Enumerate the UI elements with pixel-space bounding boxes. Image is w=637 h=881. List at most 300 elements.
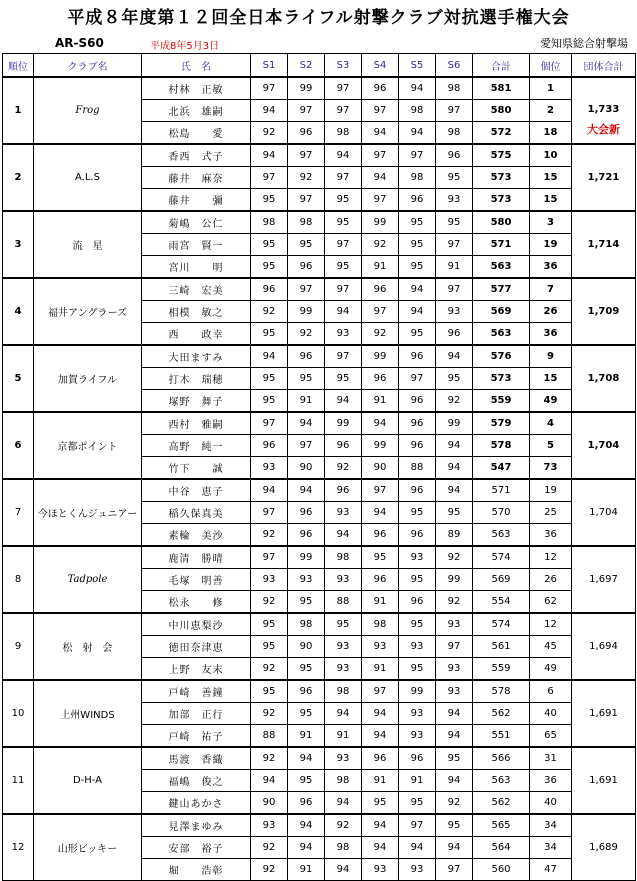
- individual-place: 15: [530, 167, 572, 189]
- team-total: 1,691: [589, 775, 618, 786]
- series-3-score: 99: [325, 412, 362, 435]
- series-5-score: 95: [399, 569, 436, 591]
- series-1-score: 97: [251, 167, 288, 189]
- individual-place: 49: [530, 658, 572, 681]
- table-row: [3, 77, 636, 100]
- header-s2: S2: [288, 54, 325, 78]
- individual-place: 73: [530, 457, 572, 480]
- team-total-cell: [572, 278, 636, 345]
- series-5-score: 99: [399, 680, 436, 703]
- series-4-score: 91: [362, 770, 399, 792]
- team-total-cell: [572, 412, 636, 479]
- team-total-cell: [572, 77, 636, 144]
- individual-place: 2: [530, 100, 572, 122]
- series-3-score: 94: [325, 524, 362, 547]
- series-4-score: 91: [362, 591, 399, 614]
- series-5-score: 95: [399, 211, 436, 234]
- shooter-name: 中川恵梨沙: [142, 613, 251, 636]
- team-total: 1,704: [589, 507, 618, 518]
- individual-total: 569: [473, 569, 530, 591]
- shooter-name: 香西 式子: [142, 144, 251, 167]
- team-rank: 2: [3, 144, 34, 211]
- series-3-score: 94: [325, 390, 362, 413]
- series-5-score: 98: [399, 100, 436, 122]
- series-4-score: 94: [362, 725, 399, 748]
- shooter-name: 素輪 美沙: [142, 524, 251, 547]
- shooter-name: 相模 敏之: [142, 301, 251, 323]
- team-rank: 12: [3, 814, 34, 881]
- shooter-name: 北浜 雄嗣: [142, 100, 251, 122]
- series-4-score: 92: [362, 234, 399, 256]
- series-4-score: 90: [362, 457, 399, 480]
- individual-place: 26: [530, 301, 572, 323]
- individual-total: 576: [473, 345, 530, 368]
- individual-total: 563: [473, 770, 530, 792]
- series-4-score: 97: [362, 301, 399, 323]
- individual-place: 49: [530, 390, 572, 413]
- series-5-score: 96: [399, 390, 436, 413]
- series-3-score: 88: [325, 591, 362, 614]
- series-2-score: 99: [288, 301, 325, 323]
- series-6-score: 94: [436, 703, 473, 725]
- series-5-score: 95: [399, 658, 436, 681]
- series-2-score: 90: [288, 457, 325, 480]
- series-6-score: 98: [436, 77, 473, 100]
- series-5-score: 95: [399, 613, 436, 636]
- individual-place: 15: [530, 368, 572, 390]
- team-rank: 7: [3, 479, 34, 546]
- series-6-score: 97: [436, 636, 473, 658]
- series-1-score: 94: [251, 144, 288, 167]
- team-total-cell: [572, 546, 636, 613]
- series-2-score: 91: [288, 390, 325, 413]
- club-name: 今ほとくんジュニアー: [34, 479, 142, 546]
- series-4-score: 98: [362, 613, 399, 636]
- team-total-cell: [572, 345, 636, 412]
- series-2-score: 94: [288, 747, 325, 770]
- series-2-score: 94: [288, 412, 325, 435]
- header-place: 個位: [530, 54, 572, 78]
- team-total: 1,708: [587, 373, 620, 384]
- header-row: [3, 54, 636, 78]
- series-6-score: 93: [436, 613, 473, 636]
- series-1-score: 94: [251, 345, 288, 368]
- series-1-score: 95: [251, 189, 288, 212]
- individual-total: 571: [473, 479, 530, 502]
- series-2-score: 96: [288, 524, 325, 547]
- shooter-name: 戸崎 祐子: [142, 725, 251, 748]
- individual-place: 19: [530, 479, 572, 502]
- series-4-score: 91: [362, 658, 399, 681]
- series-5-score: 96: [399, 524, 436, 547]
- individual-place: 7: [530, 278, 572, 301]
- team-rank: 10: [3, 680, 34, 747]
- series-1-score: 95: [251, 234, 288, 256]
- individual-place: 36: [530, 256, 572, 279]
- table-row: [3, 412, 636, 435]
- table-row: [3, 479, 636, 502]
- table-row: [3, 144, 636, 167]
- individual-total: 571: [473, 234, 530, 256]
- individual-place: 40: [530, 703, 572, 725]
- shooter-name: 毛塚 明善: [142, 569, 251, 591]
- series-5-score: 93: [399, 546, 436, 569]
- series-5-score: 94: [399, 278, 436, 301]
- shooter-name: 西村 雅嗣: [142, 412, 251, 435]
- series-1-score: 97: [251, 546, 288, 569]
- individual-total: 578: [473, 680, 530, 703]
- shooter-name: 塚野 舞子: [142, 390, 251, 413]
- shooter-name: 福嶋 俊之: [142, 770, 251, 792]
- series-3-score: 93: [325, 569, 362, 591]
- series-6-score: 94: [436, 435, 473, 457]
- table-row: [3, 814, 636, 837]
- individual-place: 40: [530, 792, 572, 815]
- series-6-score: 94: [436, 345, 473, 368]
- series-1-score: 94: [251, 100, 288, 122]
- individual-total: 574: [473, 613, 530, 636]
- individual-place: 1: [530, 77, 572, 100]
- individual-total: 580: [473, 100, 530, 122]
- shooter-name: 馬渡 香織: [142, 747, 251, 770]
- series-6-score: 94: [436, 837, 473, 859]
- individual-place: 18: [530, 122, 572, 145]
- series-4-score: 95: [362, 546, 399, 569]
- series-5-score: 95: [399, 792, 436, 815]
- header-rank: 順位: [3, 54, 34, 78]
- series-5-score: 96: [399, 747, 436, 770]
- series-6-score: 97: [436, 278, 473, 301]
- team-total: 1,694: [589, 641, 618, 652]
- shooter-name: 打木 瑞穂: [142, 368, 251, 390]
- series-2-score: 97: [288, 189, 325, 212]
- series-4-score: 97: [362, 100, 399, 122]
- series-2-score: 94: [288, 837, 325, 859]
- series-6-score: 94: [436, 725, 473, 748]
- series-3-score: 98: [325, 770, 362, 792]
- individual-place: 15: [530, 189, 572, 212]
- series-1-score: 92: [251, 658, 288, 681]
- series-3-score: 96: [325, 479, 362, 502]
- series-6-score: 95: [436, 368, 473, 390]
- series-6-score: 95: [436, 814, 473, 837]
- club-name: 流 星: [34, 211, 142, 278]
- results-body: [3, 77, 636, 881]
- individual-place: 19: [530, 234, 572, 256]
- series-4-score: 96: [362, 77, 399, 100]
- series-2-score: 99: [288, 546, 325, 569]
- series-3-score: 95: [325, 189, 362, 212]
- series-4-score: 96: [362, 747, 399, 770]
- series-6-score: 92: [436, 591, 473, 614]
- series-3-score: 93: [325, 502, 362, 524]
- shooter-name: 松永 修: [142, 591, 251, 614]
- series-6-score: 95: [436, 211, 473, 234]
- series-4-score: 96: [362, 524, 399, 547]
- team-total-cell: [572, 680, 636, 747]
- series-3-score: 97: [325, 345, 362, 368]
- series-1-score: 95: [251, 613, 288, 636]
- series-1-score: 95: [251, 256, 288, 279]
- individual-total: 559: [473, 390, 530, 413]
- series-1-score: 92: [251, 524, 288, 547]
- series-4-score: 92: [362, 323, 399, 346]
- series-4-score: 94: [362, 167, 399, 189]
- header-s3: S3: [325, 54, 362, 78]
- event-code: AR-S60: [55, 36, 104, 50]
- series-5-score: 94: [399, 301, 436, 323]
- team-total: 1,714: [587, 239, 620, 250]
- team-total-cell: [572, 144, 636, 211]
- series-5-score: 95: [399, 323, 436, 346]
- series-3-score: 91: [325, 725, 362, 748]
- series-4-score: 99: [362, 211, 399, 234]
- individual-place: 36: [530, 524, 572, 547]
- series-1-score: 93: [251, 569, 288, 591]
- individual-total: 551: [473, 725, 530, 748]
- series-2-score: 96: [288, 792, 325, 815]
- series-6-score: 89: [436, 524, 473, 547]
- series-5-score: 96: [399, 591, 436, 614]
- individual-place: 12: [530, 613, 572, 636]
- header-s1: S1: [251, 54, 288, 78]
- individual-place: 65: [530, 725, 572, 748]
- series-6-score: 92: [436, 546, 473, 569]
- individual-place: 26: [530, 569, 572, 591]
- series-6-score: 92: [436, 390, 473, 413]
- shooter-name: 稲久保真美: [142, 502, 251, 524]
- series-4-score: 94: [362, 837, 399, 859]
- shooter-name: 鹿清 勝晴: [142, 546, 251, 569]
- series-4-score: 94: [362, 502, 399, 524]
- series-1-score: 90: [251, 792, 288, 815]
- header-name: 氏 名: [142, 54, 251, 78]
- series-4-score: 97: [362, 479, 399, 502]
- team-total: 1,697: [589, 574, 618, 585]
- individual-place: 4: [530, 412, 572, 435]
- shooter-name: 村林 正敏: [142, 77, 251, 100]
- individual-place: 6: [530, 680, 572, 703]
- page-title: 平成８年度第１２回全日本ライフル射撃クラブ対抗選手権大会: [67, 8, 570, 28]
- shooter-name: 戸崎 善鐘: [142, 680, 251, 703]
- series-2-score: 93: [288, 569, 325, 591]
- series-1-score: 98: [251, 211, 288, 234]
- individual-total: 562: [473, 703, 530, 725]
- club-name: A.L.S: [34, 144, 142, 211]
- series-3-score: 93: [325, 747, 362, 770]
- series-1-score: 97: [251, 77, 288, 100]
- individual-total: 581: [473, 77, 530, 100]
- series-2-score: 96: [288, 122, 325, 145]
- series-6-score: 94: [436, 770, 473, 792]
- header-total: 合計: [473, 54, 530, 78]
- series-1-score: 92: [251, 591, 288, 614]
- series-1-score: 92: [251, 703, 288, 725]
- series-2-score: 92: [288, 323, 325, 346]
- series-5-score: 97: [399, 814, 436, 837]
- series-1-score: 93: [251, 457, 288, 480]
- individual-total: 573: [473, 189, 530, 212]
- series-3-score: 97: [325, 234, 362, 256]
- series-5-score: 96: [399, 189, 436, 212]
- individual-place: 31: [530, 747, 572, 770]
- shooter-name: 三崎 宏美: [142, 278, 251, 301]
- team-total-cell: [572, 211, 636, 278]
- club-name: D-H-A: [34, 747, 142, 814]
- team-total-cell: [572, 613, 636, 680]
- individual-place: 34: [530, 814, 572, 837]
- series-3-score: 93: [325, 658, 362, 681]
- series-1-score: 88: [251, 725, 288, 748]
- series-2-score: 91: [288, 859, 325, 881]
- series-3-score: 95: [325, 368, 362, 390]
- series-6-score: 93: [436, 658, 473, 681]
- series-5-score: 94: [399, 837, 436, 859]
- series-3-score: 94: [325, 144, 362, 167]
- individual-place: 3: [530, 211, 572, 234]
- series-4-score: 91: [362, 390, 399, 413]
- individual-total: 563: [473, 524, 530, 547]
- series-1-score: 97: [251, 502, 288, 524]
- series-5-score: 91: [399, 770, 436, 792]
- series-3-score: 94: [325, 703, 362, 725]
- team-total: 1,709: [587, 306, 620, 317]
- series-4-score: 97: [362, 189, 399, 212]
- series-5-score: 96: [399, 479, 436, 502]
- series-2-score: 95: [288, 703, 325, 725]
- series-1-score: 92: [251, 301, 288, 323]
- results-table: [2, 53, 636, 881]
- individual-total: 566: [473, 747, 530, 770]
- series-3-score: 94: [325, 792, 362, 815]
- individual-place: 47: [530, 859, 572, 881]
- series-6-score: 95: [436, 747, 473, 770]
- series-5-score: 98: [399, 167, 436, 189]
- team-total-cell: [572, 479, 636, 546]
- individual-total: 573: [473, 167, 530, 189]
- series-2-score: 96: [288, 345, 325, 368]
- shooter-name: 松島 愛: [142, 122, 251, 145]
- series-4-score: 99: [362, 435, 399, 457]
- club-name: 京都ポイント: [34, 412, 142, 479]
- table-row: [3, 747, 636, 770]
- team-rank: 6: [3, 412, 34, 479]
- series-4-score: 97: [362, 144, 399, 167]
- header-s5: S5: [399, 54, 436, 78]
- series-3-score: 92: [325, 457, 362, 480]
- individual-total: 573: [473, 368, 530, 390]
- club-name: 加賀ライフル: [34, 345, 142, 412]
- individual-total: 564: [473, 837, 530, 859]
- shooter-name: 藤井 麻奈: [142, 167, 251, 189]
- series-3-score: 98: [325, 680, 362, 703]
- shooter-name: 高野 純一: [142, 435, 251, 457]
- series-2-score: 95: [288, 591, 325, 614]
- shooter-name: 雨宮 賢一: [142, 234, 251, 256]
- individual-place: 45: [530, 636, 572, 658]
- series-3-score: 94: [325, 301, 362, 323]
- individual-place: 5: [530, 435, 572, 457]
- individual-total: 563: [473, 323, 530, 346]
- series-2-score: 91: [288, 725, 325, 748]
- series-3-score: 98: [325, 122, 362, 145]
- series-2-score: 96: [288, 502, 325, 524]
- series-3-score: 95: [325, 256, 362, 279]
- team-rank: 3: [3, 211, 34, 278]
- series-4-score: 99: [362, 345, 399, 368]
- series-3-score: 95: [325, 613, 362, 636]
- series-6-score: 94: [436, 457, 473, 480]
- header-s6: S6: [436, 54, 473, 78]
- series-1-score: 92: [251, 859, 288, 881]
- series-5-score: 94: [399, 122, 436, 145]
- team-total-cell: [572, 814, 636, 881]
- shooter-name: 中谷 恵子: [142, 479, 251, 502]
- club-name: 福井アングラーズ: [34, 278, 142, 345]
- series-2-score: 90: [288, 636, 325, 658]
- individual-total: 565: [473, 814, 530, 837]
- team-rank: 4: [3, 278, 34, 345]
- series-3-score: 97: [325, 167, 362, 189]
- series-2-score: 99: [288, 77, 325, 100]
- series-3-score: 92: [325, 814, 362, 837]
- team-total: 1,689: [589, 842, 618, 853]
- series-6-score: 99: [436, 569, 473, 591]
- series-6-score: 97: [436, 100, 473, 122]
- individual-total: 570: [473, 502, 530, 524]
- series-1-score: 94: [251, 479, 288, 502]
- series-1-score: 93: [251, 814, 288, 837]
- individual-total: 560: [473, 859, 530, 881]
- club-name: 山形ビッキー: [34, 814, 142, 881]
- club-name: Tadpole: [34, 546, 142, 613]
- series-6-score: 96: [436, 144, 473, 167]
- series-2-score: 92: [288, 167, 325, 189]
- individual-place: 36: [530, 770, 572, 792]
- series-4-score: 94: [362, 412, 399, 435]
- series-1-score: 92: [251, 837, 288, 859]
- series-6-score: 93: [436, 301, 473, 323]
- series-4-score: 94: [362, 814, 399, 837]
- header-s4: S4: [362, 54, 399, 78]
- series-2-score: 96: [288, 680, 325, 703]
- series-2-score: 97: [288, 100, 325, 122]
- shooter-name: 上野 友末: [142, 658, 251, 681]
- series-3-score: 97: [325, 100, 362, 122]
- event-date: 平成8年5月3日: [150, 41, 220, 52]
- shooter-name: 大田ますみ: [142, 345, 251, 368]
- individual-total: 563: [473, 256, 530, 279]
- series-2-score: 95: [288, 234, 325, 256]
- individual-total: 578: [473, 435, 530, 457]
- shooter-name: 安部 裕子: [142, 837, 251, 859]
- series-2-score: 95: [288, 658, 325, 681]
- series-6-score: 95: [436, 167, 473, 189]
- series-2-score: 98: [288, 211, 325, 234]
- series-3-score: 94: [325, 859, 362, 881]
- series-6-score: 97: [436, 234, 473, 256]
- individual-total: 572: [473, 122, 530, 145]
- series-5-score: 95: [399, 234, 436, 256]
- series-6-score: 99: [436, 412, 473, 435]
- series-2-score: 97: [288, 144, 325, 167]
- series-3-score: 95: [325, 211, 362, 234]
- series-3-score: 98: [325, 837, 362, 859]
- series-1-score: 94: [251, 770, 288, 792]
- individual-place: 34: [530, 837, 572, 859]
- series-4-score: 94: [362, 703, 399, 725]
- individual-total: 561: [473, 636, 530, 658]
